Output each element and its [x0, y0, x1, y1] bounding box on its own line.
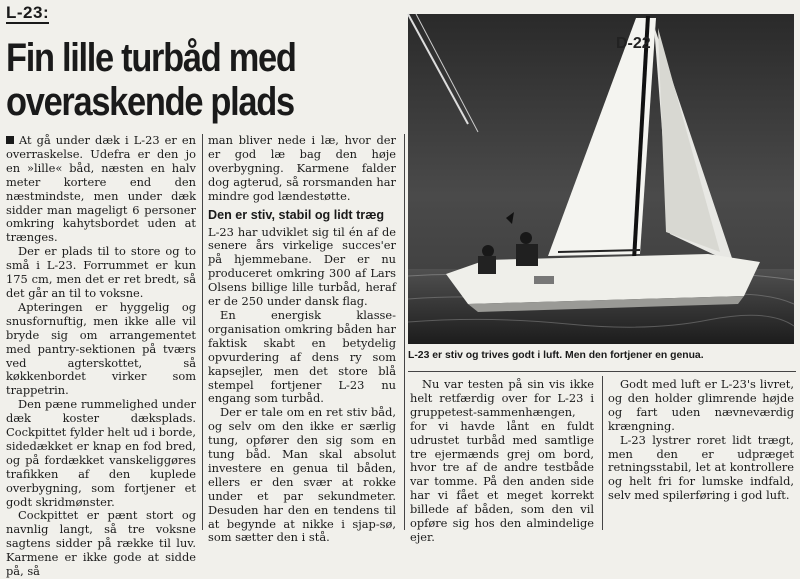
- paragraph: Godt med luft er L-23's livret, og den holder glimrende højde og fart uden nævneværdig krængning.: [608, 377, 794, 433]
- column-divider: [404, 134, 405, 530]
- sailor-2: [520, 232, 532, 244]
- article-column-4: [608, 378, 794, 534]
- caption-rule: [408, 371, 796, 372]
- sailor-1: [482, 245, 494, 257]
- paragraph: Den pæne rummelighed under dæk koster dæksplads. Cockpittet fylder helt ud i borde, sidedækket er knap en fod bred, og på fordækket vanskeliggøres trafikken af den kuplede overbygning, som fortjener et godt skridmønster.: [6, 397, 196, 509]
- bullet-icon: [6, 136, 14, 144]
- photo-caption: L-23 er stiv og trives godt i luft. Men den fortjener en genua.: [408, 350, 704, 361]
- headline-line-2: overaskende plads: [6, 80, 294, 124]
- sail-number: D-22: [616, 35, 651, 52]
- article-column-1: [6, 133, 196, 579]
- column-divider: [202, 134, 203, 530]
- paragraph: man bliver nede i læ, hvor der er god læ bag den høje overbygning. Karmene falder dog agterud, så rorsmanden har mindre god lændestøtte.: [208, 133, 396, 203]
- paragraph: Apteringen er hyggelig og snusfornuftig, men ikke alle vil bryde sig om arrangementet med pantry-sektionen på tværs ved agterskottet, så køkkenbordet virker som trappetrin.: [6, 299, 196, 398]
- sailboat-photo: [408, 14, 794, 344]
- paragraph: At gå under dæk i L-23 er en overraskelse. Udefra er den jo en »lille« båd, næsten en halv meter kortere end den næstmindste, men under dæk sidder man mageligt 6 personer omkring kahytsbordet uden at trænges.: [6, 133, 196, 245]
- paragraph: L-23 lystrer roret lidt trægt, men den er udpræget retningsstabil, let at kontrollere og helt fri for lumske indfald, selv med spilerføring i god luft.: [608, 432, 794, 503]
- sailboat-illustration: [408, 14, 794, 344]
- paragraph: Der er tale om en ret stiv båd, og selv om den ikke er særlig tung, opfører den sig som en tung båd. Man skal absolut investere en genua til båden, ellers er den svær at rokke under et par sekundmeter. Desuden har den en tendens til at begynde at nikke i sjap-sø, som sætter den i stå.: [208, 405, 396, 545]
- section-subheading: Den er stiv, stabil og lidt træg: [208, 207, 385, 222]
- headline-line-1: Fin lille turbåd med: [6, 36, 296, 80]
- paragraph: L-23 har udviklet sig til én af de senere års virkelige succes'er på hjemmebane. Der er nu produceret omkring 300 af Lars Olsens billige lille turbåd, heraf er de 250 under dansk flag.: [208, 224, 396, 309]
- paragraph: En energisk klasse-organisation omkring båden har faktisk skabt en betydelig opvurdering af dens ry som kapsejler, men det store blå stempel fortjener L-23 nu engang som turbåd.: [208, 307, 396, 406]
- paragraph: Nu var testen på sin vis ikke helt retfærdig over for L-23 i gruppetest-sammenhængen, for vi havde lånt en fuldt udrustet turbåd med samtlige tre ejermænds grej om bord, hvor tre af de andre testbåde var tomme. På den anden side har vi fået et meget korrekt billede af båden, som den vil opføre sig hos den almindelige ejer.: [410, 377, 594, 544]
- article-column-2: [208, 133, 396, 545]
- article-headline: [6, 36, 347, 124]
- column-divider: [602, 376, 603, 530]
- paragraph: Der er plads til to store og to små i L-23. Forrummet er kun 175 cm, men det er ret bredt, så det går an til to voksne.: [6, 244, 196, 300]
- paragraph: Cockpittet er pænt stort og navnlig langt, så tre voksne sagtens sidder på række til luv. Karmene er ikke gode at sidde på, så: [6, 508, 196, 579]
- article-column-3: [410, 377, 594, 544]
- section-kicker: L-23:: [6, 3, 50, 22]
